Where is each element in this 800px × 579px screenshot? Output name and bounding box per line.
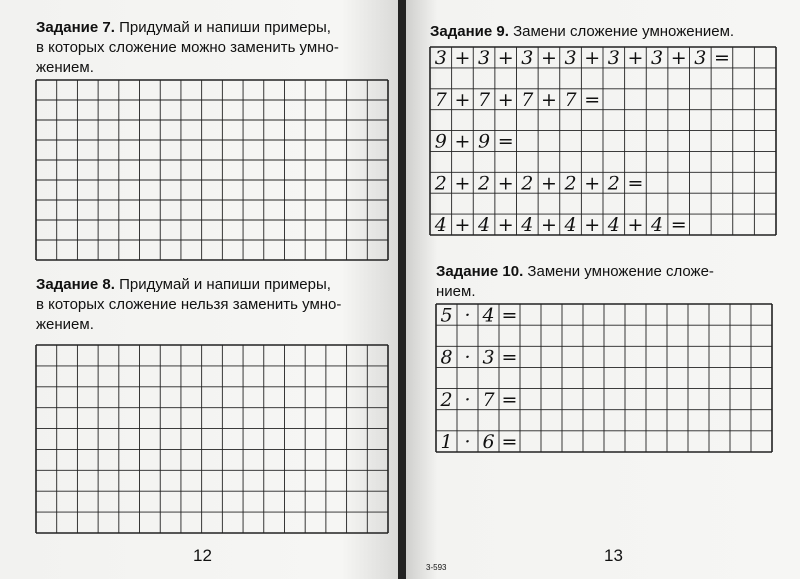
task-10-handwritten-symbol: 2 — [440, 388, 453, 411]
task-9-handwritten-symbol: 7 — [521, 88, 534, 111]
page-number-12: 12 — [193, 546, 212, 565]
task-9-handwritten-symbol: 4 — [434, 214, 447, 237]
task-10-handwritten-symbol: · — [464, 388, 471, 411]
task-9-handwritten-symbol: 2 — [434, 172, 447, 195]
task-10-line-1: Замени умножение сложе- — [527, 263, 714, 280]
task-9-handwritten-symbol: + — [454, 47, 471, 70]
task-8-label: Задание 8. — [36, 276, 115, 293]
task-9-handwritten-symbol: 3 — [521, 47, 534, 70]
task-9-handwritten-symbol: + — [454, 130, 471, 153]
task-9-handwritten-symbol: 4 — [478, 214, 491, 237]
task-7-text — [36, 18, 339, 78]
task-10-handwritten-symbol: 7 — [482, 388, 495, 411]
task-8-grid[interactable] — [36, 345, 388, 533]
task-9-handwritten-symbol: + — [584, 214, 601, 237]
task-9-handwritten-symbol: + — [540, 47, 557, 70]
task-8-line-3: жением. — [36, 316, 94, 333]
task-10-label: Задание 10. — [436, 263, 524, 280]
task-9-handwritten-symbol: 4 — [651, 214, 664, 237]
task-9-handwritten-symbol: 3 — [434, 47, 447, 70]
task-9-handwritten-symbol: + — [540, 214, 557, 237]
task-9-handwritten-symbol: 7 — [478, 88, 491, 111]
task-9-handwritten-symbol: + — [454, 214, 471, 237]
task-9-handwritten-symbol: + — [670, 47, 687, 70]
task-10-handwritten-symbol: 1 — [440, 431, 453, 454]
task-9-handwritten-symbol: 4 — [564, 214, 577, 237]
task-9-handwritten-symbol: 2 — [478, 172, 491, 195]
task-8-text — [36, 275, 341, 335]
task-9-handwritten-symbol: = — [497, 130, 514, 153]
task-7-line-3: жением. — [36, 59, 94, 76]
print-code: 3-593 — [426, 563, 447, 572]
task-9-line-1: Замени сложение умножением. — [513, 23, 735, 40]
task-10-handwritten-symbol: = — [501, 388, 518, 411]
task-9-handwritten-symbol: 3 — [607, 47, 620, 70]
task-9-handwritten-symbol: + — [497, 88, 514, 111]
task-9-handwritten-symbol: + — [627, 47, 644, 70]
task-9-handwritten-symbol: + — [454, 88, 471, 111]
task-9-handwritten-symbol: 3 — [651, 47, 664, 70]
task-10-handwritten-symbol: = — [501, 304, 518, 327]
task-9-handwritten-symbol: = — [627, 172, 644, 195]
task-9-handwritten-symbol: + — [584, 47, 601, 70]
task-9-handwritten-symbol: 4 — [521, 214, 534, 237]
task-10-handwritten-symbol: 6 — [482, 431, 495, 454]
task-9-handwritten-symbol: 2 — [521, 172, 534, 195]
task-9-handwritten-symbol: + — [454, 172, 471, 195]
task-10-text — [436, 262, 714, 302]
task-9-handwritten-symbol: + — [540, 172, 557, 195]
task-9-handwritten-symbol: + — [497, 172, 514, 195]
task-9-handwritten-symbol: + — [627, 214, 644, 237]
task-9-handwritten-symbol: + — [584, 172, 601, 195]
task-10-handwritten-symbol: 5 — [440, 304, 453, 327]
task-10-handwritten-symbol: · — [464, 431, 471, 454]
task-9-handwritten-symbol: = — [713, 47, 730, 70]
task-7-line-1: Придумай и напиши примеры, — [119, 19, 331, 36]
task-9-handwritten-symbol: 3 — [478, 47, 491, 70]
task-10-handwritten-symbol: = — [501, 346, 518, 369]
task-9-handwritten-symbol: 7 — [434, 88, 447, 111]
task-7-line-2: в которых сложение можно заменить умно- — [36, 39, 339, 56]
task-9-handwritten-symbol: 3 — [564, 47, 577, 70]
task-9-handwritten-symbol: 2 — [607, 172, 620, 195]
task-9-handwritten-symbol: 4 — [607, 214, 620, 237]
task-10-handwritten-symbol: 4 — [482, 304, 495, 327]
task-10-line-2: нием. — [436, 283, 476, 300]
task-9-handwritten-symbol: + — [540, 88, 557, 111]
task-9-handwritten-symbol: 2 — [564, 172, 577, 195]
task-9-handwritten-symbol: + — [497, 47, 514, 70]
task-9-handwritten-symbol: = — [584, 88, 601, 111]
task-7-label: Задание 7. — [36, 19, 115, 36]
page-number-13: 13 — [604, 546, 623, 565]
task-9-handwritten-symbol: 9 — [434, 130, 447, 153]
task-9-handwritten-symbol: 9 — [478, 130, 491, 153]
task-10-handwritten-symbol: · — [464, 346, 471, 369]
task-9-grid[interactable] — [430, 47, 776, 235]
task-9-handwritten-symbol: = — [670, 214, 687, 237]
task-10-grid[interactable] — [436, 304, 772, 452]
task-8-line-1: Придумай и напиши примеры, — [119, 276, 331, 293]
task-7-grid[interactable] — [36, 80, 388, 260]
task-8-line-2: в которых сложение нельзя заменить умно- — [36, 296, 342, 313]
task-10-handwritten-symbol: = — [501, 431, 518, 454]
right-page — [406, 0, 800, 579]
task-10-handwritten-symbol: · — [464, 304, 471, 327]
task-9-handwritten-symbol: 3 — [694, 47, 707, 70]
task-10-handwritten-symbol: 8 — [440, 346, 453, 369]
task-10-handwritten-symbol: 3 — [482, 346, 495, 369]
task-9-handwritten-symbol: + — [497, 214, 514, 237]
task-9-label: Задание 9. — [430, 23, 509, 40]
task-9-text — [430, 22, 734, 42]
task-9-handwritten-symbol: 7 — [564, 88, 577, 111]
